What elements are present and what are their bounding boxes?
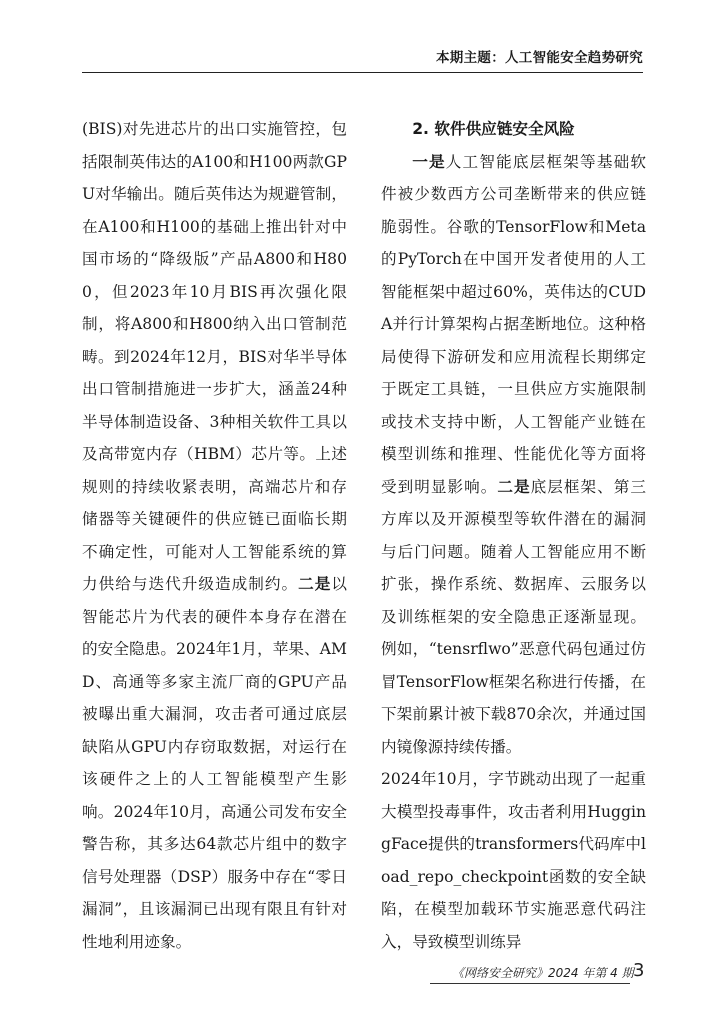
left-column [82,113,347,958]
paragraph: 2024年10月，字节跳动出现了一起重大模型投毒事件，攻击者利用HuggingFace提供的transformers代码库中load_repo_checkpoint函数的安全缺陷，在模型加载环节实施恶意代码注入，导致模型训练异 [381,770,646,951]
bold-marker: 二是 [497,477,531,496]
bold-marker: 一是 [412,152,446,171]
paragraph-text: 底层框架、第三方库以及开源模型等软件潜在的漏洞与后门问题。随着人工智能应用不断扩张，操作系统、数据库、云服务以及训练框架的安全隐患正逐渐显现。例如，“tensrflwo”恶意代码包通过仿冒TensorFlow框架名称进行传播，在下架前累计被下载870余次，并通过国内镜像源持续传播。 [381,477,646,756]
right-column [381,113,646,958]
paragraph-text: 人工智能底层框架等基础软件被少数西方公司垄断带来的供应链脆弱性。谷歌的TensorFlow和Meta的PyTorch在中国开发者使用的人工智能框架中超过60%，英伟达的CUDA并行计算架构占据垄断地位。这种格局使得下游研发和应用流程长期绑定于既定工具链，一旦供应方实施限制或技术支持中断，人工智能产业链在模型训练和推理、性能优化等方面将受到明显影响。 [381,152,646,496]
page-header [82,42,643,73]
footer-divider [430,983,630,984]
page-number: 3 [633,960,645,981]
issue-theme-title: 本期主题：人工智能安全趋势研究 [436,50,643,66]
bold-marker: 二是 [298,575,332,593]
paragraph-text: (BIS)对先进芯片的出口实施管控，包括限制英伟达的A100和H100两款GPU对华输出。随后英伟达为规避管制，在A100和H100的基础上推出针对中国市场的“降级版”产品A800和H800，但2023年10月BIS再次强化限制，将A800和H800纳入出口管制范畴。到2024年12月，BIS对华半导体出口管制措施进一步扩大，涵盖24种半导体制造设备、3种相关软件工具以及高带宽内存（HBM）芯片等。上述规则的持续收紧表明，高端芯片和存储器等关键硬件的供应链已面临长期不确定性，可能对人工智能系统的算力供给与迭代升级造成制约。 [82,120,347,593]
paragraph [381,146,646,764]
journal-citation: 《网络安全研究》2024 年第 4 期 [452,966,634,980]
paragraph [82,113,347,958]
paragraph-text: 以智能芯片为代表的硬件本身存在潜在的安全隐患。2024年1月，苹果、AMD、高通等多家主流厂商的GPU产品被曝出重大漏洞，攻击者可通过底层缺陷从GPU内存窃取数据，对运行在该硬件之上的人工智能模型产生影响。2024年10月，高通公司发布安全警告称，其多达64款芯片组中的数字信号处理器（DSP）服务中存在“零日漏洞”，且该漏洞已出现有限且有针对性地利用迹象。 [82,575,347,951]
section-heading: 2. 软件供应链安全风险 [412,120,575,138]
